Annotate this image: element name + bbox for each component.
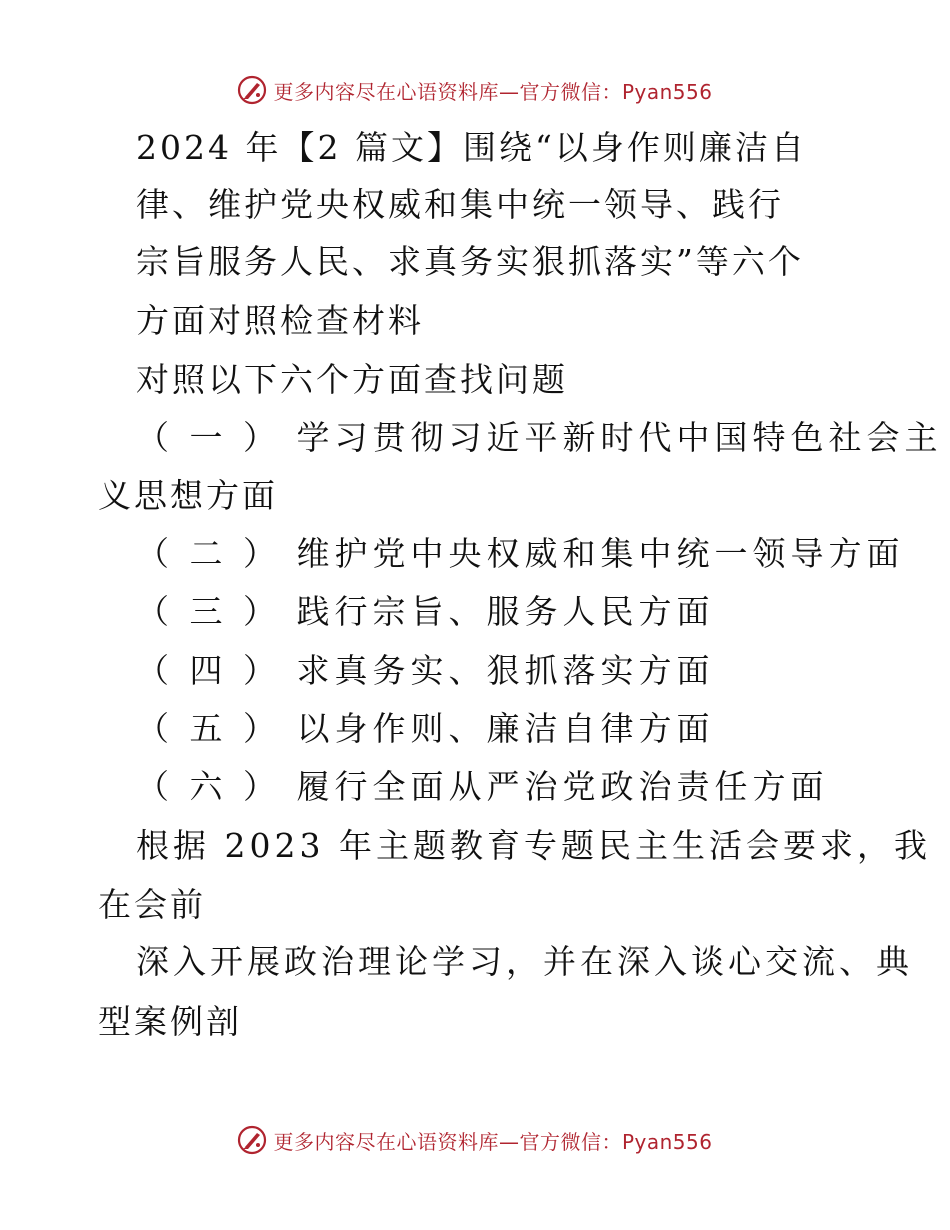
title-line-2: 律、维护党央权威和集中统一领导、践行 <box>136 185 784 224</box>
item-6: （ 六 ） 履行全面从严治党政治责任方面 <box>136 767 829 806</box>
header-banner <box>0 70 950 110</box>
footer-banner-text: 更多内容尽在心语资料库—官方微信：Pyan556 <box>273 1129 713 1154</box>
paragraph-2-line-1: 深入开展政治理论学习，并在深入谈心交流、典 <box>136 942 913 981</box>
intro-line: 对照以下六个方面查找问题 <box>136 360 568 399</box>
quill-seal-logo-icon <box>237 1125 267 1155</box>
item-1-line-2: 义思想方面 <box>98 476 278 515</box>
header-banner-text: 更多内容尽在心语资料库—官方微信：Pyan556 <box>273 79 713 104</box>
paragraph-1-line-1: 根据 2023 年主题教育专题民主生活会要求，我 <box>136 826 931 865</box>
footer-banner <box>0 1120 950 1160</box>
title-line-3: 宗旨服务人民、求真务实狠抓落实”等六个 <box>136 242 804 281</box>
item-1-line-1: （ 一 ） 学习贯彻习近平新时代中国特色社会主 <box>136 418 943 457</box>
paragraph-1-line-2: 在会前 <box>98 885 206 924</box>
quill-seal-logo-icon <box>237 75 267 105</box>
item-4: （ 四 ） 求真务实、狠抓落实方面 <box>136 651 715 690</box>
item-2: （ 二 ） 维护党中央权威和集中统一领导方面 <box>136 534 905 573</box>
item-3: （ 三 ） 践行宗旨、服务人民方面 <box>136 592 715 631</box>
paragraph-2-line-2: 型案例剖 <box>98 1002 242 1041</box>
item-5: （ 五 ） 以身作则、廉洁自律方面 <box>136 709 715 748</box>
title-line-1: 2024 年【2 篇文】围绕“以身作则廉洁自 <box>136 128 807 167</box>
title-line-4: 方面对照检查材料 <box>136 301 424 340</box>
